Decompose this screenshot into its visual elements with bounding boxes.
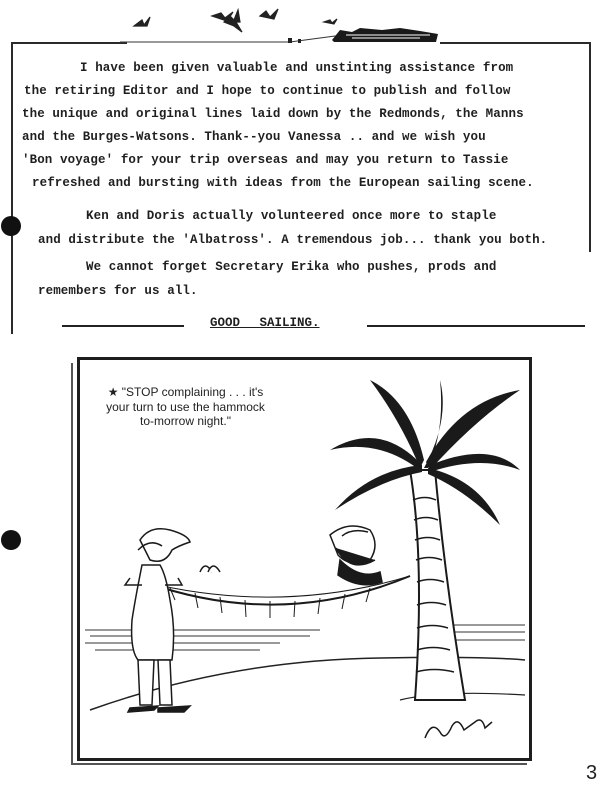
- header-birds-illustration: [120, 4, 450, 46]
- paragraph-2-line-2: and distribute the 'Albatross'. A tremendous job... thank you both.: [38, 233, 548, 247]
- man-in-hammock: [200, 526, 382, 585]
- paragraph-3-line-1: We cannot forget Secretary Erika who pushes, prods and: [86, 260, 497, 274]
- standing-man: [125, 529, 190, 712]
- cartoon-caption: ★ "STOP complaining . . . it's your turn to use the hammock to-morrow night.": [106, 385, 265, 428]
- closing-rule-right: [367, 325, 585, 327]
- closing-rule-left: [62, 325, 184, 327]
- binder-hole-top: [1, 216, 21, 236]
- paragraph-3-line-2: remembers for us all.: [38, 284, 198, 298]
- binder-hole-bottom: [1, 530, 21, 550]
- paragraph-2-line-1: Ken and Doris actually volunteered once more to staple: [86, 209, 497, 223]
- paragraph-1-line-1: I have been given valuable and unstinting assistance from: [80, 61, 514, 75]
- cartoon-shadow-left: [71, 363, 73, 765]
- top-border-left: [12, 42, 127, 44]
- paragraph-1-line-6: refreshed and bursting with ideas from the European sailing scene.: [32, 176, 534, 190]
- right-border: [589, 42, 591, 252]
- artist-signature: [425, 720, 492, 738]
- closing-good-sailing: GOOD SAILING.: [210, 316, 320, 330]
- palm-tree-trunk: [410, 470, 465, 700]
- page-number: 3: [586, 762, 598, 784]
- cartoon-illustration: [80, 360, 529, 758]
- cartoon-shadow-bottom: [71, 763, 527, 765]
- paragraph-1-line-2: the retiring Editor and I hope to continue to publish and follow: [24, 84, 511, 98]
- left-border: [11, 42, 13, 334]
- top-border-right: [440, 42, 590, 44]
- paragraph-1-line-4: and the Burges-Watsons. Thank--you Vanessa .. and we wish you: [22, 130, 486, 144]
- paragraph-1-line-3: the unique and original lines laid down by the Redmonds, the Manns: [22, 107, 524, 121]
- paragraph-1-line-5: 'Bon voyage' for your trip overseas and may you return to Tassie: [22, 153, 509, 167]
